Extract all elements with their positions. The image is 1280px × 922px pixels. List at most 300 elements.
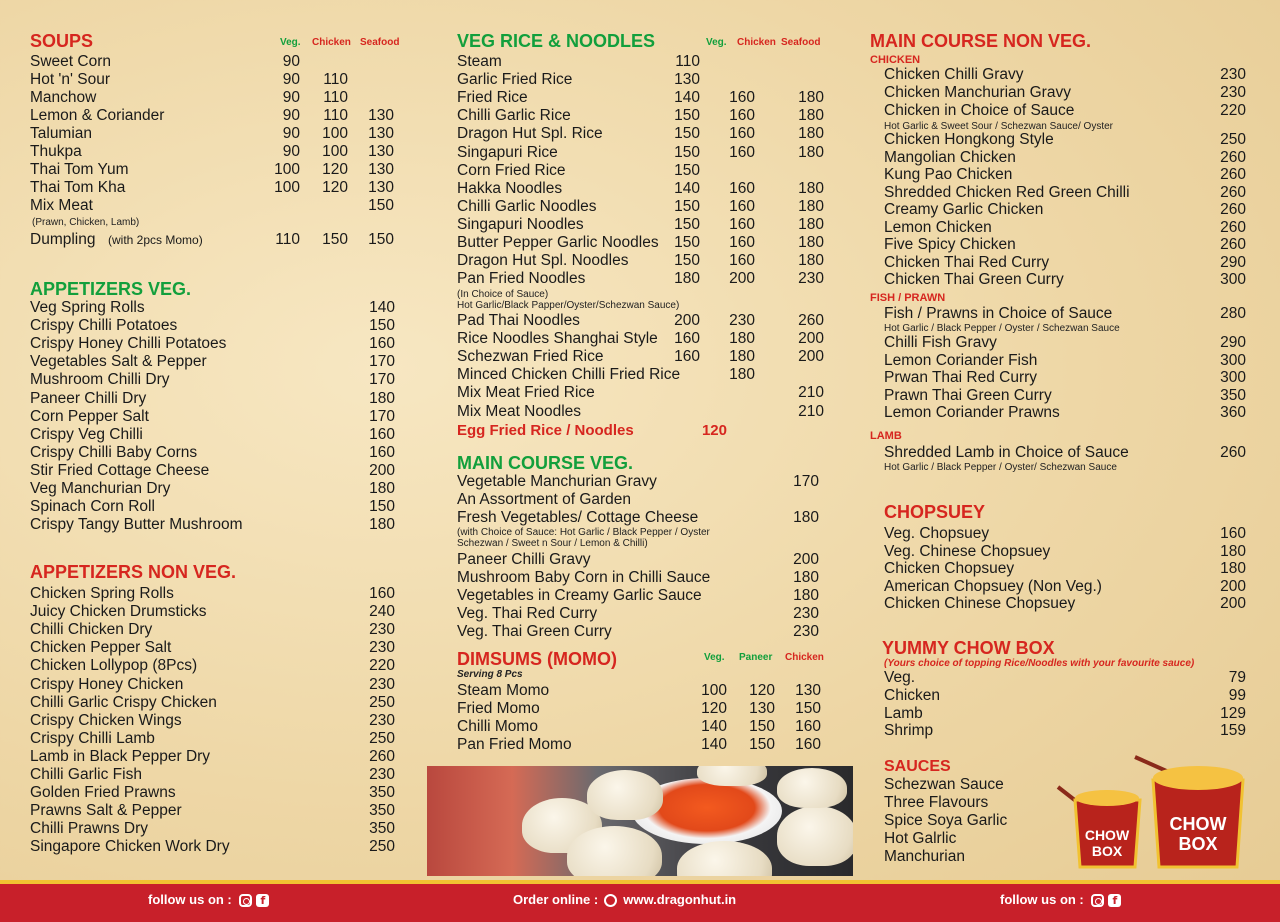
item-name: Fish / Prawns in Choice of Sauce	[884, 305, 1113, 322]
item-name: Veg. Thai Green Curry	[457, 623, 612, 641]
item-price: 180	[1220, 542, 1246, 560]
soups-header-chicken: Chicken	[312, 37, 351, 48]
item-price: 130	[674, 71, 700, 89]
item-price: 110	[323, 107, 348, 124]
item-price: 130	[368, 125, 394, 142]
item-price: 170	[793, 473, 819, 490]
list-item	[884, 236, 1250, 254]
item-price: 180	[798, 125, 824, 143]
list-item	[457, 682, 827, 700]
list-item	[30, 143, 400, 161]
item-price: 230	[369, 766, 395, 783]
list-item	[457, 718, 827, 736]
item-price: 290	[1220, 253, 1246, 271]
list-item	[30, 89, 400, 107]
list-item	[30, 748, 400, 766]
list-item	[884, 201, 1250, 219]
item-price: 180	[793, 509, 819, 526]
pan-fried-note-1: (In Choice of Sauce)	[457, 289, 549, 300]
item-price: 180	[798, 107, 824, 125]
item-name: Thukpa	[30, 143, 82, 160]
sauce-item: Hot Galrlic	[884, 830, 957, 847]
item-name: Mushroom Chilli Dry	[30, 371, 170, 389]
chicken-note: Hot Garlic & Sweet Sour / Schezwan Sauce/ Oyster	[884, 121, 1113, 132]
item-price: 99	[1228, 686, 1246, 704]
list-item	[30, 161, 400, 179]
chow-box-text-1: CHOW	[1084, 827, 1130, 843]
item-price: 180	[729, 348, 755, 366]
item-price: 180	[369, 389, 395, 407]
item-name: Prwan Thai Red Curry	[884, 369, 1038, 387]
item-name: Vegetables Salt & Pepper	[30, 353, 207, 371]
item-price: 150	[674, 197, 700, 215]
list-item	[884, 352, 1250, 370]
item-name: Talumian	[30, 125, 93, 142]
list-item	[30, 71, 400, 89]
item-price: 260	[798, 312, 824, 329]
item-price: 180	[369, 480, 395, 497]
item-price: 110	[675, 53, 700, 70]
item-price: 170	[369, 371, 395, 389]
item-name: Chilli Fish Gravy	[884, 334, 997, 351]
lamb-note: Hot Garlic / Black Pepper / Oyster/ Schezwan Sauce	[884, 462, 1117, 473]
item-price: 170	[369, 353, 395, 371]
item-price: 230	[729, 312, 755, 329]
list-item	[457, 198, 827, 216]
item-price: 130	[749, 700, 775, 718]
item-price: 160	[729, 125, 755, 143]
chow-box-text-4: BOX	[1178, 834, 1218, 854]
item-name: Pad Thai Noodles	[457, 312, 580, 329]
item-price: 220	[369, 657, 395, 675]
item-name: Pan Fried Momo	[457, 736, 572, 754]
item-price: 200	[798, 348, 824, 366]
item-name: Fried Momo	[457, 700, 540, 718]
item-name: Chicken Chopsuey	[884, 560, 1015, 578]
instagram-icon[interactable]	[239, 894, 252, 907]
item-price: 130	[368, 107, 394, 124]
list-item	[30, 197, 400, 215]
item-price: 160	[729, 197, 755, 215]
item-price: 260	[1220, 201, 1246, 218]
list-item	[30, 498, 400, 516]
list-item	[30, 390, 400, 408]
item-name: Veg Spring Rolls	[30, 299, 145, 316]
item-name: Crispy Chilli Potatoes	[30, 317, 178, 335]
list-item	[30, 730, 400, 748]
list-item	[30, 444, 400, 462]
item-name: Dragon Hut Spl. Noodles	[457, 252, 629, 270]
list-item	[457, 569, 827, 587]
dimsums-title: DIMSUMS (MOMO)	[457, 649, 617, 669]
item-price: 250	[369, 693, 395, 711]
momo-photo	[427, 766, 853, 876]
item-name: Vegetables in Creamy Garlic Sauce	[457, 587, 702, 605]
item-name: Steam	[457, 53, 502, 70]
list-item	[457, 384, 827, 402]
item-price: 200	[674, 312, 700, 329]
list-item	[457, 53, 827, 71]
item-price: 230	[369, 621, 395, 639]
list-item	[457, 736, 827, 754]
item-price: 140	[701, 718, 727, 736]
item-name: Hot 'n' Sour	[30, 71, 111, 88]
item-price: 250	[1220, 131, 1246, 148]
sauce-item: Spice Soya Garlic	[884, 812, 1008, 829]
item-name: Paneer Chilli Dry	[30, 389, 147, 407]
item-name: Creamy Garlic Chicken	[884, 201, 1044, 218]
list-item	[884, 669, 1250, 687]
list-item	[884, 166, 1250, 184]
item-name: Crispy Honey Chilli Potatoes	[30, 335, 227, 353]
chowbox-note: (Yours choice of topping Rice/Noodles with your favourite sauce)	[884, 658, 1195, 669]
item-price: 200	[1220, 577, 1246, 595]
momo	[587, 770, 663, 820]
list-item	[884, 369, 1250, 387]
item-name: Schezwan Fried Rice	[457, 348, 604, 366]
list-item	[30, 317, 400, 335]
item-price: 360	[1220, 404, 1246, 422]
list-item	[884, 66, 1250, 84]
item-name: Chicken Manchurian Gravy	[884, 84, 1071, 101]
list-item	[884, 543, 1250, 561]
item-price: 230	[1220, 84, 1246, 101]
item-price: 130	[795, 682, 821, 699]
item-price: 130	[368, 161, 394, 178]
item-name: Chicken	[884, 686, 940, 704]
item-name: Corn Fried Rice	[457, 161, 566, 179]
item-name: Chicken Chilli Gravy	[884, 66, 1024, 83]
item-price: 260	[1220, 444, 1246, 461]
item-name: Sweet Corn	[30, 53, 111, 70]
list-item	[884, 149, 1250, 167]
item-price: 220	[1220, 102, 1246, 119]
list-item	[457, 252, 827, 270]
list-item	[30, 179, 400, 197]
item-name: Steam Momo	[457, 682, 550, 699]
egg-fried-rice-name: Egg Fried Rice / Noodles	[457, 422, 634, 439]
list-item	[884, 254, 1250, 272]
item-name: Veg Manchurian Dry	[30, 480, 171, 497]
list-item	[884, 219, 1250, 237]
item-price: 140	[674, 89, 700, 107]
item-name: Shredded Chicken Red Green Chilli	[884, 183, 1130, 201]
globe-icon	[604, 894, 617, 907]
item-price: 200	[798, 330, 824, 348]
item-name: Lemon Coriander Prawns	[884, 404, 1060, 422]
list-item	[457, 125, 827, 143]
list-item	[457, 605, 827, 623]
chow-box-text-3: CHOW	[1169, 814, 1227, 834]
item-price: 150	[674, 125, 700, 143]
item-price: 150	[674, 234, 700, 251]
item-name: Golden Fried Prawns	[30, 784, 176, 802]
chopsuey-title: CHOPSUEY	[884, 502, 986, 522]
item-name: Mangolian Chicken	[884, 148, 1016, 166]
item-price: 160	[369, 425, 395, 443]
item-price: 110	[323, 89, 348, 106]
list-item	[30, 585, 400, 603]
item-price: 300	[1220, 271, 1246, 288]
item-price: 260	[1220, 183, 1246, 201]
item-name: Veg.	[884, 669, 916, 686]
item-name: Crispy Chilli Lamb	[30, 729, 155, 747]
item-price: 100	[322, 143, 348, 160]
list-item	[30, 621, 400, 639]
item-price: 200	[729, 270, 755, 288]
item-price: 300	[1220, 369, 1246, 387]
list-item	[884, 560, 1250, 578]
item-name: Lemon Chicken	[884, 218, 992, 236]
item-price: 150	[795, 700, 821, 718]
item-name: Chilli Garlic Rice	[457, 107, 571, 125]
list-item	[30, 802, 400, 820]
item-name: Dumpling	[30, 231, 96, 248]
item-price: 160	[729, 252, 755, 270]
list-item	[884, 525, 1250, 543]
item-name: Chicken in Choice of Sauce	[884, 102, 1075, 119]
item-price: 130	[368, 143, 394, 160]
item-name: Mix Meat	[30, 197, 93, 214]
item-price: 160	[369, 335, 395, 353]
item-price: 150	[674, 107, 700, 125]
item-price: 160	[795, 718, 821, 736]
dimsums-serving: Serving 8 Pcs	[457, 669, 523, 680]
item-name: Chilli Prawns Dry	[30, 820, 148, 838]
item-price: 100	[274, 179, 300, 196]
item-price: 180	[369, 516, 395, 534]
vegrice-header-seafood: Seafood	[781, 37, 821, 48]
facebook-icon[interactable]: f	[256, 894, 269, 907]
list-item	[457, 71, 827, 89]
item-name: Dragon Hut Spl. Rice	[457, 125, 603, 143]
list-item	[457, 700, 827, 718]
list-item	[30, 838, 400, 856]
item-price: 160	[369, 585, 395, 602]
item-name: Chicken Spring Rolls	[30, 585, 174, 602]
item-price: 230	[793, 605, 819, 623]
list-item	[884, 404, 1250, 422]
item-price: 150	[674, 161, 700, 179]
list-item	[30, 516, 400, 534]
item-name: Chilli Chicken Dry	[30, 621, 153, 639]
momo	[697, 766, 767, 786]
list-item	[457, 162, 827, 180]
item-price: 230	[369, 711, 395, 729]
item-name: Fresh Vegetables/ Cottage Cheese	[457, 509, 699, 526]
item-price: 100	[701, 682, 727, 699]
item-price: 160	[1220, 525, 1246, 542]
dimsums-header-veg: Veg.	[704, 652, 725, 663]
item-name: Singapuri Noodles	[457, 215, 584, 233]
list-item	[30, 820, 400, 838]
item-price: 150	[369, 317, 395, 335]
item-price: 350	[369, 802, 395, 820]
website-link[interactable]: www.dragonhut.in	[623, 892, 737, 907]
main-veg-note-1: (with Choice of Sauce: Hot Garlic / Black Pepper / Oyster	[457, 527, 710, 538]
item-price: 260	[1220, 236, 1246, 253]
item-name: Fried Rice	[457, 89, 528, 107]
item-name: Chilli Garlic Fish	[30, 766, 142, 783]
item-price: 110	[323, 71, 348, 88]
footer-order	[513, 892, 736, 907]
item-name: Rice Noodles Shanghai Style	[457, 330, 658, 348]
facebook-icon[interactable]: f	[1108, 894, 1121, 907]
list-item	[30, 462, 400, 480]
item-name: Spinach Corn Roll	[30, 498, 155, 516]
list-item	[884, 102, 1250, 120]
list-item	[30, 299, 400, 317]
item-name: Shrimp	[884, 722, 934, 740]
item-name: Kung Pao Chicken	[884, 166, 1013, 183]
item-price: 150	[674, 215, 700, 233]
mix-meat-note: (Prawn, Chicken, Lamb)	[32, 217, 140, 228]
item-name: Stir Fried Cottage Cheese	[30, 461, 210, 479]
chow-box-illustration	[1055, 752, 1250, 877]
item-name: Prawn Thai Green Curry	[884, 386, 1052, 404]
list-item	[30, 712, 400, 730]
list-item	[30, 408, 400, 426]
item-price: 79	[1228, 669, 1246, 686]
item-price: 90	[282, 107, 300, 124]
item-name: Prawns Salt & Pepper	[30, 802, 182, 820]
item-price: 160	[795, 736, 821, 754]
item-price: 250	[369, 729, 395, 747]
list-item	[457, 89, 827, 107]
list-item	[30, 480, 400, 498]
item-price: 140	[674, 179, 700, 197]
item-price: 180	[798, 252, 824, 270]
item-price: 120	[322, 161, 348, 178]
item-price: 90	[282, 53, 300, 70]
item-name: Vegetable Manchurian Gravy	[457, 473, 657, 490]
item-name: Paneer Chilli Gravy	[457, 551, 591, 568]
vegrice-header-chicken: Chicken	[737, 37, 776, 48]
item-name: Pan Fried Noodles	[457, 270, 586, 288]
list-item	[457, 491, 827, 509]
item-name: Lemon & Coriander	[30, 107, 165, 124]
list-item	[884, 387, 1250, 405]
item-price: 180	[798, 89, 824, 107]
item-price: 120	[749, 682, 775, 699]
main-veg-title: MAIN COURSE VEG.	[457, 453, 634, 473]
list-item	[457, 216, 827, 234]
item-name: Chicken Lollypop (8Pcs)	[30, 657, 198, 675]
item-price: 180	[798, 197, 824, 215]
item-price: 180	[798, 143, 824, 161]
item-price: 180	[798, 215, 824, 233]
item-name: Veg. Chinese Chopsuey	[884, 542, 1051, 560]
item-price: 150	[368, 231, 394, 248]
item-price: 200	[369, 461, 395, 479]
item-price: 290	[1220, 334, 1246, 351]
list-item	[457, 312, 827, 330]
list-item	[30, 784, 400, 802]
item-price: 260	[369, 747, 395, 765]
item-name: Minced Chicken Chilli Fried Rice	[457, 366, 681, 384]
list-item	[884, 334, 1250, 352]
footer-follow-right	[1000, 892, 1121, 907]
list-item	[457, 234, 827, 252]
item-price: 260	[1220, 148, 1246, 166]
list-item	[30, 639, 400, 657]
list-item	[30, 603, 400, 621]
item-price: 150	[368, 197, 394, 214]
list-item	[30, 676, 400, 694]
follow-label: follow us on :	[148, 892, 232, 907]
list-item	[30, 231, 400, 249]
item-price: 159	[1220, 722, 1246, 740]
item-name: Mix Meat Noodles	[457, 402, 582, 420]
dumpling-note: (with 2pcs Momo)	[108, 233, 203, 247]
list-item	[457, 509, 827, 527]
lamb-label: LAMB	[870, 430, 902, 442]
item-price: 160	[729, 234, 755, 251]
item-price: 350	[369, 784, 395, 802]
item-name: Mix Meat Fried Rice	[457, 384, 595, 402]
item-price: 230	[369, 639, 395, 657]
item-price: 90	[282, 89, 300, 106]
list-item	[30, 657, 400, 675]
item-name: Chicken Chinese Chopsuey	[884, 595, 1076, 613]
item-price: 100	[274, 161, 300, 178]
item-price: 180	[729, 330, 755, 348]
dimsums-header-chicken: Chicken	[785, 652, 824, 663]
item-name: Singapuri Rice	[457, 143, 558, 161]
item-name: Crispy Chicken Wings	[30, 711, 182, 729]
item-name: Juicy Chicken Drumsticks	[30, 603, 207, 621]
dimsums-header-paneer: Paneer	[739, 652, 773, 663]
item-price: 230	[793, 623, 819, 641]
item-price: 160	[729, 143, 755, 161]
item-price: 230	[1220, 66, 1246, 83]
list-item	[457, 473, 827, 491]
chow-box-text-2: BOX	[1091, 843, 1123, 859]
list-item	[30, 353, 400, 371]
soups-header-veg: Veg.	[280, 37, 301, 48]
chicken-label: CHICKEN	[870, 54, 921, 66]
item-name: Chilli Garlic Noodles	[457, 197, 597, 215]
item-name: American Chopsuey (Non Veg.)	[884, 577, 1102, 595]
list-item	[457, 551, 827, 569]
item-price: 90	[282, 143, 300, 160]
instagram-icon[interactable]	[1091, 894, 1104, 907]
list-item	[884, 722, 1250, 740]
main-nonveg-title: MAIN COURSE NON VEG.	[870, 31, 1092, 51]
item-price: 150	[749, 736, 775, 754]
egg-fried-rice-row	[457, 422, 827, 440]
sauce-item: Manchurian	[884, 848, 965, 865]
item-price: 160	[729, 89, 755, 107]
appetizers-nonveg-title: APPETIZERS NON VEG.	[30, 562, 237, 582]
main-veg-note-2: Schezwan / Sweet n Sour / Lemon & Chilli)	[457, 538, 648, 549]
pan-fried-note-2: Hot Garlic/Black Papper/Oyster/Schezwan Sauce)	[457, 300, 680, 311]
follow-label: follow us on :	[1000, 892, 1084, 907]
item-price: 130	[368, 179, 394, 196]
item-price: 150	[674, 143, 700, 161]
list-item	[884, 444, 1250, 462]
item-price: 160	[729, 215, 755, 233]
item-name: Veg. Chopsuey	[884, 525, 990, 542]
soups-header-seafood: Seafood	[360, 37, 400, 48]
item-price: 110	[275, 231, 300, 248]
sauce-item: Three Flavours	[884, 794, 989, 811]
item-price: 160	[729, 179, 755, 197]
sauce-item: Schezwan Sauce	[884, 776, 1004, 793]
item-price: 140	[701, 736, 727, 754]
item-name: Chilli Garlic Crispy Chicken	[30, 693, 217, 711]
list-item	[457, 366, 827, 384]
